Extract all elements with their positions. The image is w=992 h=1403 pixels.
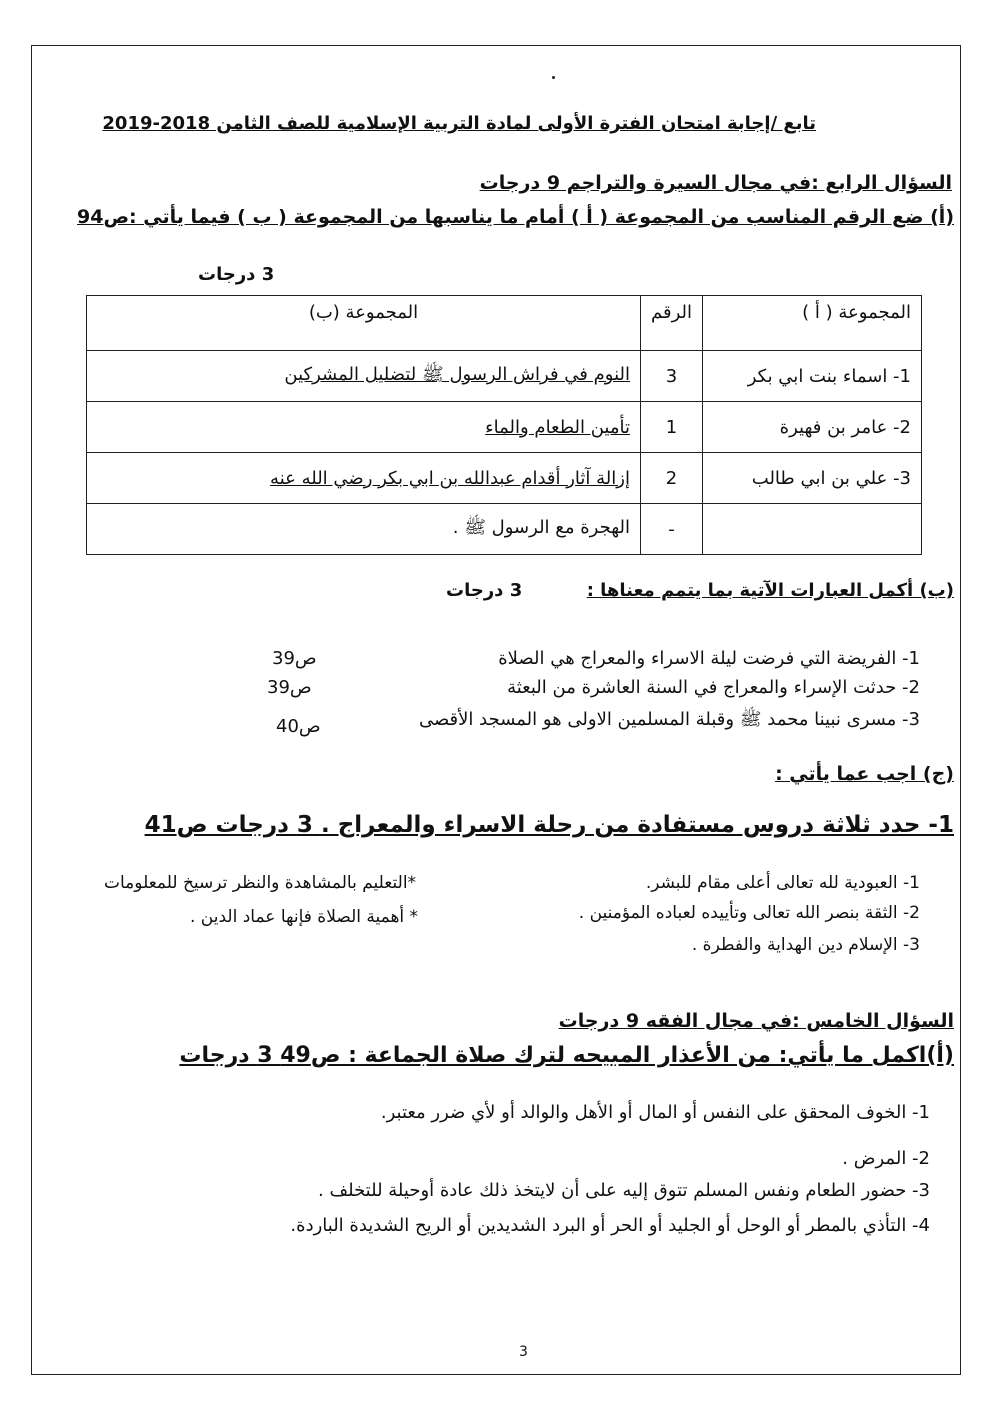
group-b-cell	[87, 402, 641, 453]
lesson-item: * أهمية الصلاة فإنها عماد الدين .	[190, 907, 419, 927]
table-row	[87, 504, 922, 555]
page-reference: ص40	[276, 716, 321, 737]
lesson-item: 1- العبودية لله تعالى أعلى مقام للبشر.	[645, 873, 920, 893]
excuse-item: 1- الخوف المحقق على النفس أو المال أو الأهل والوالد أو لأي ضرر معتبر.	[380, 1102, 930, 1123]
question-4c-1: 1- حدد ثلاثة دروس مستفادة من رحلة الاسراء والمعراج . 3 درجات ص41	[144, 812, 954, 838]
lesson-item: *التعليم بالمشاهدة والنظر ترسيخ للمعلومات	[104, 873, 417, 893]
question-4c-instruction: (ج) اجب عما يأتي :	[775, 763, 954, 785]
number-cell: 2	[640, 453, 702, 504]
question-4-heading-text: السؤال الرابع :في مجال السيرة والتراجم 9 درجات	[479, 172, 952, 194]
page-reference: ص39	[272, 648, 317, 669]
group-a-cell: 3- علي بن ابي طالب	[703, 453, 922, 504]
page-title: تابع /إجابة امتحان الفترة الأولى لمادة التربية الإسلامية للصف الثامن 2018-2019	[102, 113, 816, 134]
number-cell: 1	[640, 402, 702, 453]
number-cell: 3	[640, 351, 702, 402]
question-4b-instruction: (ب) أكمل العبارات الآتية بما يتمم معناها :	[586, 580, 954, 601]
column-header-group-b: المجموعة (ب)	[87, 296, 641, 351]
group-a-cell	[703, 504, 922, 555]
table-header-row	[87, 296, 922, 351]
group-b-cell: الهجرة مع الرسول ﷺ .	[87, 504, 641, 555]
group-b-text: إزالة آثار أقدام عبدالله بن ابي بكر رضي الله عنه	[270, 467, 630, 489]
excuse-item: 4- التأذي بالمطر أو الوحل أو الجليد أو الحر أو البرد الشديدين أو الريح الشديدة الباردة.	[290, 1215, 930, 1236]
completion-item: 1- الفريضة التي فرضت ليلة الاسراء والمعراج هي الصلاة	[498, 648, 920, 669]
group-b-text: تأمين الطعام والماء	[485, 416, 630, 438]
question-4a-score: 3 درجات	[198, 264, 275, 285]
lesson-item: 3- الإسلام دين الهداية والفطرة .	[691, 935, 920, 955]
matching-table	[86, 295, 922, 555]
number-cell: -	[640, 504, 702, 555]
table-row	[87, 402, 922, 453]
table-row	[87, 351, 922, 402]
group-b-text: النوم في فراش الرسول ﷺ لتضليل المشركين	[284, 364, 630, 385]
question-4a-instruction: (أ) ضع الرقم المناسب من المجموعة ( أ ) أمام ما يناسبها من المجموعة ( ب ) فيما يأتي :ص94	[77, 206, 954, 228]
question-5-heading: السؤال الخامس :في مجال الفقه 9 درجات	[558, 1010, 954, 1032]
page-number: 3	[519, 1344, 528, 1360]
group-b-cell	[87, 351, 641, 402]
group-a-cell: 1- اسماء بنت ابي بكر	[703, 351, 922, 402]
page-reference: ص39	[267, 677, 312, 698]
question-5a-instruction: (أ)اكمل ما يأتي: من الأعذار المبيحه لترك صلاة الجماعة : ص49 3 درجات	[179, 1043, 954, 1068]
stray-dot	[552, 76, 555, 79]
table-row	[87, 453, 922, 504]
group-b-cell	[87, 453, 641, 504]
completion-item: 3- مسرى نبينا محمد ﷺ وقبلة المسلمين الاولى هو المسجد الأقصى	[418, 709, 920, 730]
excuse-item: 2- المرض .	[842, 1148, 930, 1169]
column-header-number: الرقم	[640, 296, 702, 351]
question-4b-score: 3 درجات	[446, 580, 523, 601]
completion-item: 2- حدثت الإسراء والمعراج في السنة العاشرة من البعثة	[507, 677, 920, 698]
question-4-heading	[480, 172, 952, 194]
lesson-item: 2- الثقة بنصر الله تعالى وتأييده لعباده المؤمنين .	[578, 903, 920, 923]
group-a-cell: 2- عامر بن فهيرة	[703, 402, 922, 453]
excuse-item: 3- حضور الطعام ونفس المسلم تتوق إليه على أن لايتخذ ذلك عادة أوحيلة للتخلف .	[318, 1180, 930, 1201]
column-header-group-a: المجموعة ( أ )	[703, 296, 922, 351]
